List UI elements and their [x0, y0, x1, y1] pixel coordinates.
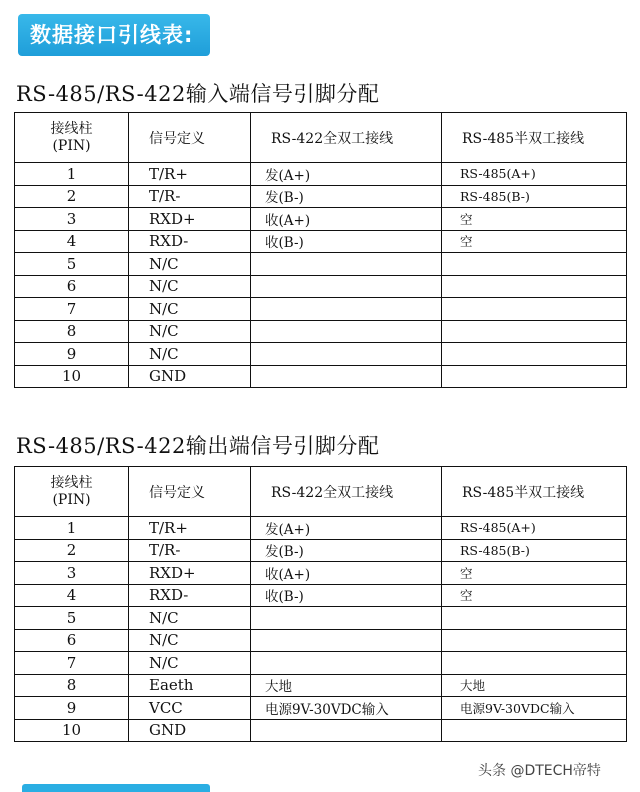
full-duplex-cell: 收(B-) — [251, 584, 442, 607]
pin-cell: 10 — [15, 719, 129, 742]
table-row — [15, 629, 627, 652]
pin-cell: 1 — [15, 163, 129, 186]
table-row — [15, 697, 627, 720]
full-duplex-cell — [251, 275, 442, 298]
full-duplex-cell: 电源9V-30VDC输入 — [251, 697, 442, 720]
header-rs485-half-duplex: RS-485半双工接线 — [442, 467, 627, 517]
table-row — [15, 607, 627, 630]
input-table-title: RS-485/RS-422输入端信号引脚分配 — [16, 82, 380, 106]
table-row — [15, 275, 627, 298]
signal-cell: N/C — [129, 343, 251, 366]
signal-cell: T/R- — [129, 185, 251, 208]
header-pin-line2: (PIN) — [52, 491, 91, 508]
signal-cell: N/C — [129, 253, 251, 276]
signal-cell: RXD+ — [129, 562, 251, 585]
pin-cell: 4 — [15, 584, 129, 607]
table-row — [15, 320, 627, 343]
output-pin-table — [14, 466, 627, 742]
table-row — [15, 298, 627, 321]
table-row — [15, 185, 627, 208]
pin-cell: 8 — [15, 320, 129, 343]
signal-cell: N/C — [129, 275, 251, 298]
header-rs485-half-duplex: RS-485半双工接线 — [442, 113, 627, 163]
header-pin — [15, 113, 129, 163]
table-row — [15, 562, 627, 585]
table-row — [15, 365, 627, 388]
full-duplex-cell — [251, 343, 442, 366]
full-duplex-cell: 收(A+) — [251, 208, 442, 231]
full-duplex-cell: 发(A+) — [251, 517, 442, 540]
header-signal-definition: 信号定义 — [129, 467, 251, 517]
half-duplex-cell — [442, 365, 627, 388]
half-duplex-cell: RS-485(B-) — [442, 185, 627, 208]
half-duplex-cell — [442, 607, 627, 630]
pin-cell: 3 — [15, 208, 129, 231]
pin-cell: 2 — [15, 185, 129, 208]
header-rs422-full-duplex: RS-422全双工接线 — [251, 113, 442, 163]
full-duplex-cell — [251, 298, 442, 321]
half-duplex-cell — [442, 320, 627, 343]
pin-cell: 5 — [15, 607, 129, 630]
input-pin-table — [14, 112, 627, 388]
signal-cell: T/R+ — [129, 163, 251, 186]
signal-cell: RXD- — [129, 230, 251, 253]
table-row — [15, 652, 627, 675]
full-duplex-cell — [251, 719, 442, 742]
table-row — [15, 230, 627, 253]
half-duplex-cell — [442, 629, 627, 652]
full-duplex-cell: 大地 — [251, 674, 442, 697]
table-row — [15, 539, 627, 562]
header-pin — [15, 467, 129, 517]
table-row — [15, 343, 627, 366]
header-pin-line2: (PIN) — [52, 137, 91, 154]
header-pin-line1: 接线柱 — [50, 120, 93, 137]
full-duplex-cell — [251, 365, 442, 388]
pin-cell: 7 — [15, 298, 129, 321]
full-duplex-cell: 发(A+) — [251, 163, 442, 186]
half-duplex-cell: RS-485(A+) — [442, 163, 627, 186]
signal-cell: T/R- — [129, 539, 251, 562]
half-duplex-cell — [442, 253, 627, 276]
full-duplex-cell — [251, 629, 442, 652]
signal-cell: RXD- — [129, 584, 251, 607]
half-duplex-cell — [442, 719, 627, 742]
signal-cell: N/C — [129, 298, 251, 321]
half-duplex-cell: 空 — [442, 562, 627, 585]
header-pin-line1: 接线柱 — [50, 474, 93, 491]
watermark: 头条 @DTECH帝特 — [478, 763, 601, 779]
full-duplex-cell — [251, 607, 442, 630]
half-duplex-cell: 大地 — [442, 674, 627, 697]
signal-cell: T/R+ — [129, 517, 251, 540]
half-duplex-cell — [442, 275, 627, 298]
half-duplex-cell: 空 — [442, 230, 627, 253]
signal-cell: N/C — [129, 652, 251, 675]
output-table-title: RS-485/RS-422输出端信号引脚分配 — [16, 434, 380, 458]
pin-cell: 6 — [15, 275, 129, 298]
signal-cell: VCC — [129, 697, 251, 720]
section-banner: 数据接口引线表: — [18, 14, 210, 56]
half-duplex-cell — [442, 343, 627, 366]
full-duplex-cell: 收(B-) — [251, 230, 442, 253]
signal-cell: N/C — [129, 629, 251, 652]
pin-cell: 3 — [15, 562, 129, 585]
signal-cell: N/C — [129, 320, 251, 343]
pin-cell: 8 — [15, 674, 129, 697]
half-duplex-cell: 空 — [442, 584, 627, 607]
table-row — [15, 208, 627, 231]
header-signal-definition: 信号定义 — [129, 113, 251, 163]
table-row — [15, 517, 627, 540]
pin-cell: 2 — [15, 539, 129, 562]
full-duplex-cell — [251, 320, 442, 343]
pin-cell: 9 — [15, 697, 129, 720]
full-duplex-cell — [251, 253, 442, 276]
table-header-row — [15, 113, 627, 163]
half-duplex-cell: RS-485(B-) — [442, 539, 627, 562]
half-duplex-cell — [442, 298, 627, 321]
pin-cell: 10 — [15, 365, 129, 388]
signal-cell: N/C — [129, 607, 251, 630]
header-rs422-full-duplex: RS-422全双工接线 — [251, 467, 442, 517]
pin-cell: 7 — [15, 652, 129, 675]
signal-cell: GND — [129, 719, 251, 742]
table-row — [15, 584, 627, 607]
pin-cell: 6 — [15, 629, 129, 652]
pin-cell: 4 — [15, 230, 129, 253]
pin-cell: 1 — [15, 517, 129, 540]
half-duplex-cell — [442, 652, 627, 675]
bottom-banner-edge — [22, 784, 210, 792]
full-duplex-cell: 发(B-) — [251, 539, 442, 562]
signal-cell: Eaeth — [129, 674, 251, 697]
half-duplex-cell: RS-485(A+) — [442, 517, 627, 540]
table-row — [15, 253, 627, 276]
table-row — [15, 674, 627, 697]
full-duplex-cell — [251, 652, 442, 675]
half-duplex-cell: 电源9V-30VDC输入 — [442, 697, 627, 720]
full-duplex-cell: 收(A+) — [251, 562, 442, 585]
pin-cell: 5 — [15, 253, 129, 276]
half-duplex-cell: 空 — [442, 208, 627, 231]
table-row — [15, 719, 627, 742]
signal-cell: GND — [129, 365, 251, 388]
pin-cell: 9 — [15, 343, 129, 366]
table-row — [15, 163, 627, 186]
full-duplex-cell: 发(B-) — [251, 185, 442, 208]
signal-cell: RXD+ — [129, 208, 251, 231]
table-header-row — [15, 467, 627, 517]
